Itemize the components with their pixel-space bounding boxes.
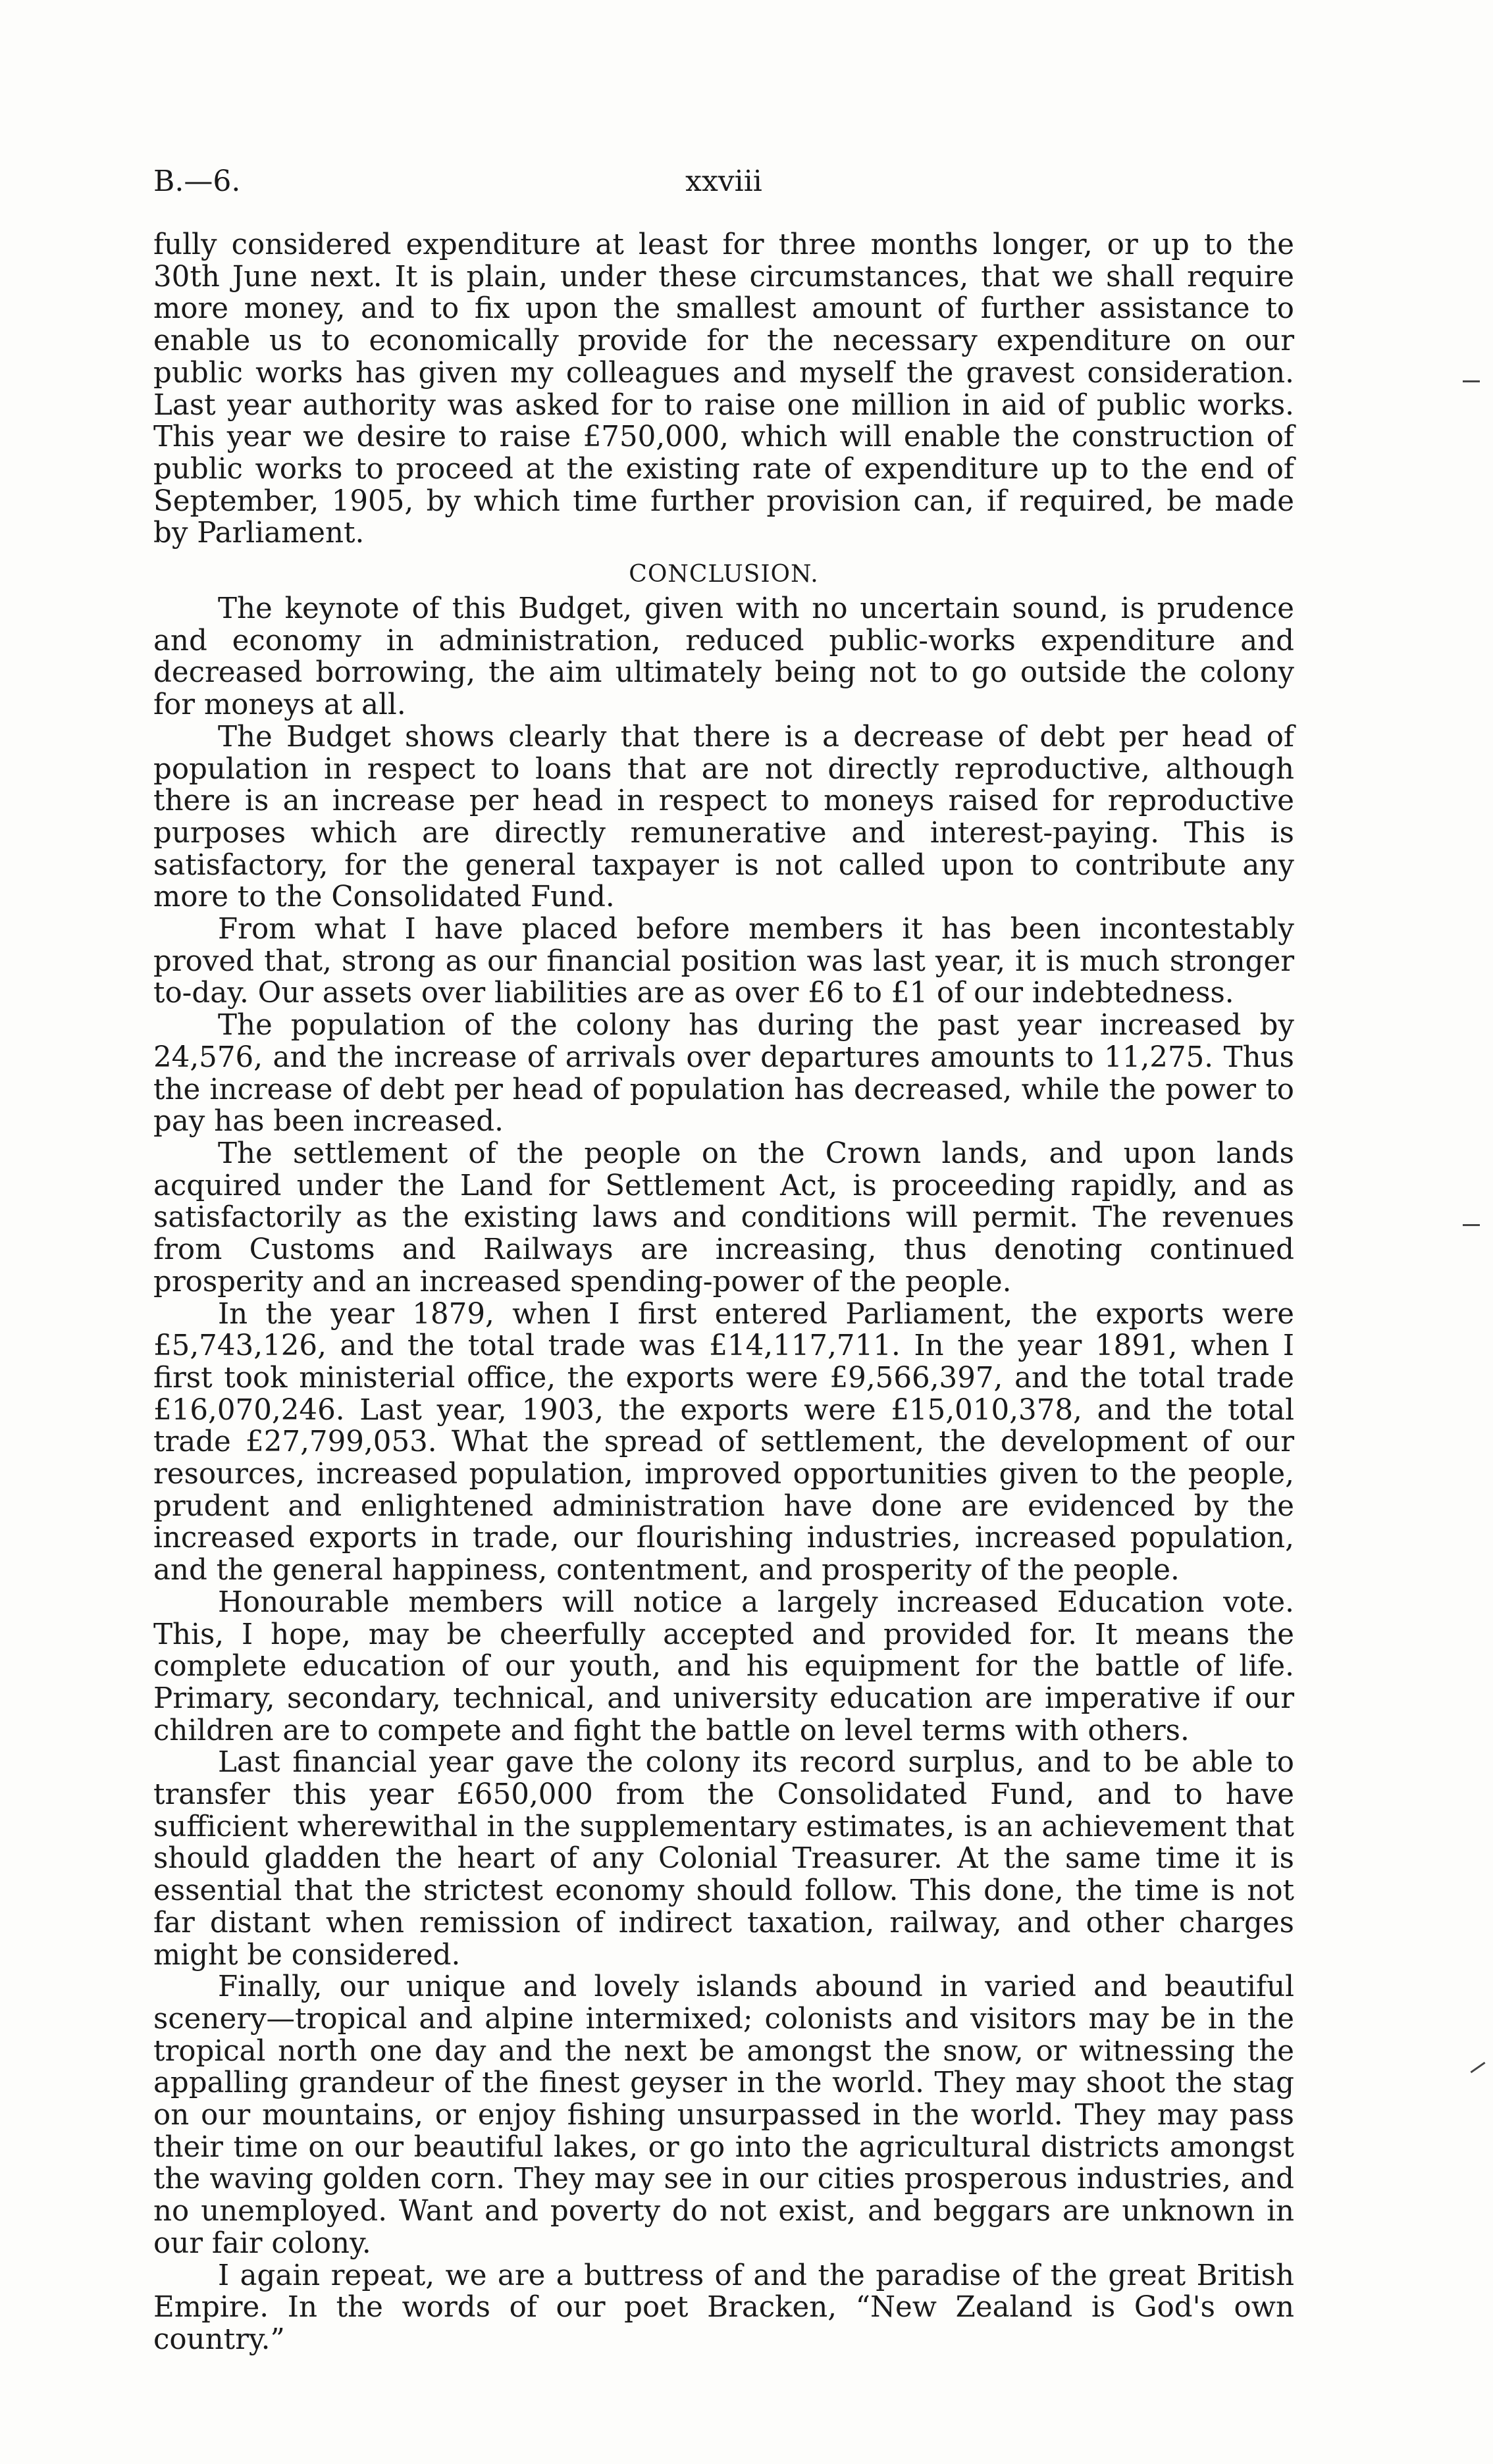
paragraph-population: The population of the colony has during the past year increased by 24,576, and the increase of arrivals over departures amounts to 11,275. Thus the increase of debt per head of population has decreased, while the power to pay has been increased. <box>153 1009 1294 1139</box>
paragraph-closing: I again repeat, we are a buttress of and the paradise of the great British Empire. In the words of our poet Bracken, “New Zealand is God's own country.” <box>153 2259 1294 2356</box>
page-header <box>153 165 1294 204</box>
paragraph-scenery: Finally, our unique and lovely islands abound in varied and beautiful scenery—tropical and alpine intermixed; colonists and visitors may be in the tropical north one day and the next be amongst the snow, or witnessing the appalling grandeur of the finest geyser in the world. They may shoot the stag on our mountains, or enjoy fishing unsurpassed in the world. They may pass their time on our beautiful lakes, or go into the agricultural districts amongst the waving golden corn. They may see in our cities prosperous industries, and no unemployed. Want and poverty do not exist, and beggars are unknown in our fair colony. <box>153 1970 1294 2260</box>
intro-paragraph: fully considered expenditure at least for three months longer, or up to the 30th June next. It is plain, under these circumstances, that we shall require more money, and to fix upon the smallest amount of further assistance to enable us to economically provide for the necessary expenditure on our public works has given my colleagues and myself the gravest consideration. Last year authority was asked for to raise one million in aid of public works. This year we desire to raise £750,000, which will enable the construction of public works to proceed at the existing rate of expenditure up to the end of September, 1905, by which time further provision can, if required, be made by Parliament. <box>153 228 1294 550</box>
paragraph-exports-trade: In the year 1879, when I first entered Parliament, the exports were £5,743,126, and the total trade was £14,117,711. In the year 1891, when I first took ministerial office, the exports were £9,566,397, and the total trade £16,070,246. Last year, 1903, the exports were £15,010,378, and the total trade £27,799,053. What the spread of settlement, the development of our resources, increased population, improved opportunities given to the people, prudent and enlightened administration have done are evidenced by the increased exports in trade, our flourishing industries, increased population, and the general happiness, contentment, and prosperity of the people. <box>153 1297 1294 1587</box>
paragraph-debt-per-head: The Budget shows clearly that there is a decrease of debt per head of population in respect to loans that are not directly reproductive, although there is an increase per head in respect to moneys raised for reproductive purposes which are directly remunerative and interest-paying. This is satisfactory, for the general taxpayer is not called upon to contribute any more to the Consolidated Fund. <box>153 720 1294 914</box>
margin-mark <box>1470 2062 1485 2073</box>
paragraph-education: Honourable members will notice a largely increased Education vote. This, I hope, may be cheerfully accepted and provided for. It means the complete education of our youth, and his equipment for the battle of life. Primary, secondary, technical, and university education are imperative if our children are to compete and fight the battle on level terms with others. <box>153 1585 1294 1747</box>
page-number: xxviii <box>685 165 762 198</box>
paragraph-settlement: The settlement of the people on the Crown lands, and upon lands acquired under the Land for Settlement Act, is proceeding rapidly, and as satisfactorily as the existing laws and conditions will permit. The revenues from Customs and Railways are increasing, thus denoting continued prosperity and an increased spending-power of the people. <box>153 1137 1294 1298</box>
margin-mark <box>1463 380 1480 382</box>
margin-mark <box>1463 1224 1480 1226</box>
paragraph-surplus: Last financial year gave the colony its record surplus, and to be able to transfer this year £650,000 from the Consolidated Fund, and to have sufficient wherewithal in the supplementary estimates, is an achievement that should gladden the heart of any Colonial Treasurer. At the same time it is essential that the strictest economy should follow. This done, the time is not far distant when remission of indirect taxation, railway, and other charges might be considered. <box>153 1746 1294 1972</box>
document-reference: B.—6. <box>153 165 241 198</box>
paragraph-keynote: The keynote of this Budget, given with no uncertain sound, is prudence and economy in administration, reduced public-works expenditure and decreased borrowing, the aim ultimately being not to go outside the colony for moneys at all. <box>153 592 1294 722</box>
document-body <box>153 229 1294 2356</box>
paragraph-financial-position: From what I have placed before members it has been incontestably proved that, strong as our financial position was last year, it is much stronger to-day. Our assets over liabilities are as over £6 to £1 of our indebtedness. <box>153 913 1294 1010</box>
section-heading: CONCLUSION. <box>629 561 819 588</box>
